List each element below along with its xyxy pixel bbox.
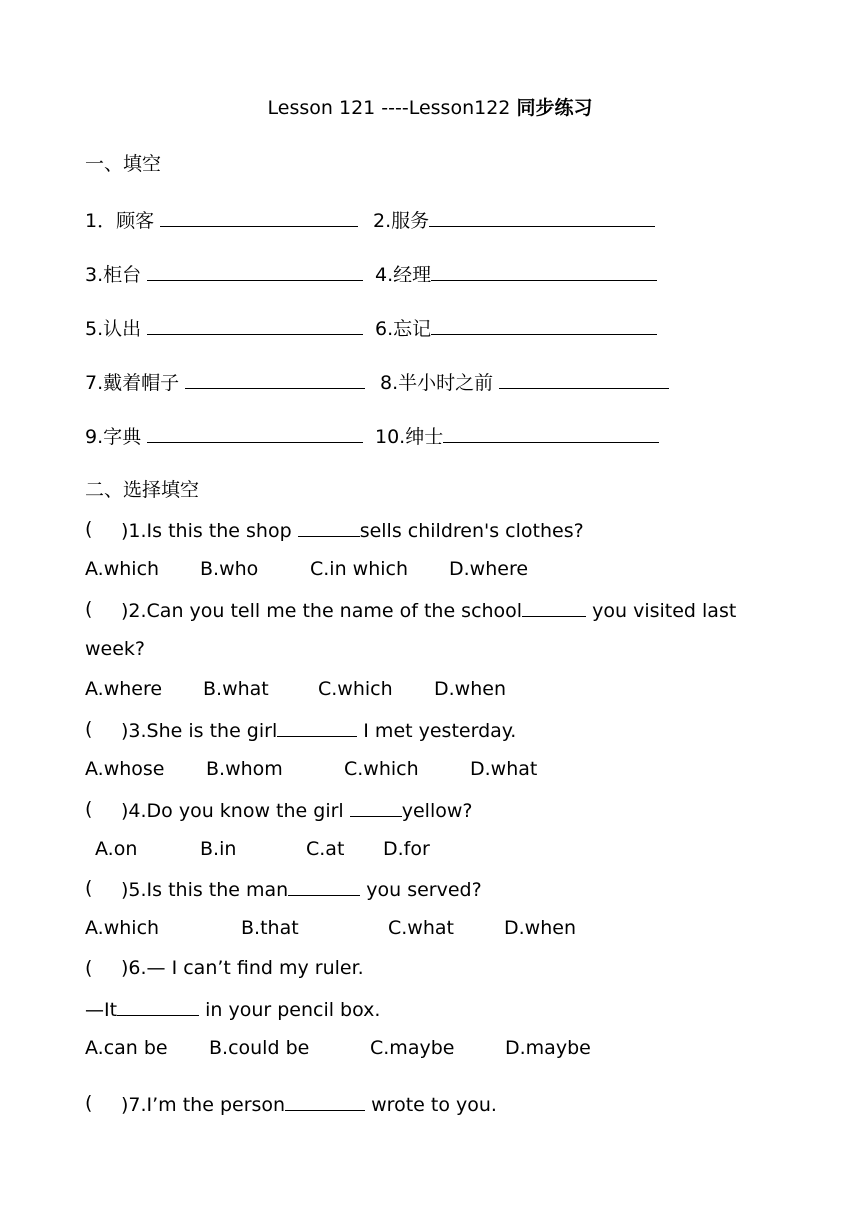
fill-item-8: 8.半小时之前 <box>380 372 669 393</box>
answer-blank[interactable] <box>277 720 357 737</box>
q5-option-d: D.when <box>504 917 576 939</box>
q1-option-b: B.who <box>200 558 259 580</box>
answer-blank[interactable] <box>431 318 657 335</box>
question-3: )3.She is the girl I met yesterday. <box>121 720 517 742</box>
q3-option-d: D.what <box>470 758 538 780</box>
q6-option-b: B.could be <box>209 1037 310 1059</box>
q4-option-d: D.for <box>383 838 430 860</box>
answer-blank[interactable] <box>429 210 655 227</box>
answer-blank[interactable] <box>499 372 669 389</box>
answer-blank[interactable] <box>147 426 363 443</box>
q1-option-d: D.where <box>449 558 529 580</box>
q2-option-c: C.which <box>318 678 393 700</box>
answer-blank[interactable] <box>185 372 365 389</box>
question-2: )2.Can you tell me the name of the school you visited last <box>121 600 737 622</box>
q3-option-a: A.whose <box>85 758 165 780</box>
q2-option-d: D.when <box>434 678 506 700</box>
fill-item-1: 1．顾客 <box>85 210 358 231</box>
q1-option-a: A.which <box>85 558 160 580</box>
question-6-paren: ( <box>85 957 93 979</box>
q6-option-c: C.maybe <box>370 1037 455 1059</box>
question-2-paren: ( <box>85 598 93 620</box>
fill-item-2: 2.服务 <box>373 210 655 231</box>
answer-blank[interactable] <box>443 426 659 443</box>
q6-option-d: D.maybe <box>505 1037 591 1059</box>
question-5: )5.Is this the man you served? <box>121 879 482 901</box>
answer-blank[interactable] <box>288 879 360 896</box>
q4-option-b: B.in <box>200 838 237 860</box>
fill-item-3: 3.柜台 <box>85 264 363 285</box>
q6-option-a: A.can be <box>85 1037 168 1059</box>
q1-option-c: C.in which <box>310 558 409 580</box>
question-6-response: —It in your pencil box. <box>85 999 381 1021</box>
section1-heading: 一、填空 <box>85 153 162 175</box>
answer-blank[interactable] <box>350 800 402 817</box>
question-1-paren: ( <box>85 518 93 540</box>
q5-option-c: C.what <box>388 917 454 939</box>
question-7: )7.I’m the person wrote to you. <box>121 1094 497 1116</box>
question-2-continued: week? <box>85 638 146 660</box>
question-4: )4.Do you know the girl yellow? <box>121 800 473 822</box>
answer-blank[interactable] <box>298 520 360 537</box>
q2-option-a: A.where <box>85 678 163 700</box>
fill-item-4: 4.经理 <box>375 264 657 285</box>
page-title <box>0 99 860 118</box>
answer-blank[interactable] <box>160 210 358 227</box>
section2-heading: 二、选择填空 <box>85 479 200 501</box>
q2-option-b: B.what <box>203 678 269 700</box>
answer-blank[interactable] <box>117 999 199 1016</box>
question-1: )1.Is this the shop sells children's clothes? <box>121 520 584 542</box>
answer-blank[interactable] <box>285 1094 365 1111</box>
fill-item-6: 6.忘记 <box>375 318 657 339</box>
question-3-paren: ( <box>85 718 93 740</box>
question-5-paren: ( <box>85 877 93 899</box>
question-4-paren: ( <box>85 798 93 820</box>
q3-option-c: C.which <box>344 758 419 780</box>
fill-item-7: 7.戴着帽子 <box>85 372 365 393</box>
answer-blank[interactable] <box>147 264 363 281</box>
answer-blank[interactable] <box>522 600 586 617</box>
q4-option-c: C.at <box>306 838 345 860</box>
q5-option-a: A.which <box>85 917 160 939</box>
q3-option-b: B.whom <box>206 758 283 780</box>
q5-option-b: B.that <box>241 917 299 939</box>
title-chinese: 同步练习 <box>516 97 593 119</box>
answer-blank[interactable] <box>431 264 657 281</box>
question-7-paren: ( <box>85 1092 93 1114</box>
fill-item-9: 9.字典 <box>85 426 363 447</box>
fill-item-10: 10.绅士 <box>375 426 659 447</box>
q4-option-a: A.on <box>95 838 138 860</box>
title-english: Lesson 121 ----Lesson122 <box>267 97 517 119</box>
question-6: )6.— I can’t find my ruler. <box>121 957 364 979</box>
answer-blank[interactable] <box>147 318 363 335</box>
fill-item-5: 5.认出 <box>85 318 363 339</box>
